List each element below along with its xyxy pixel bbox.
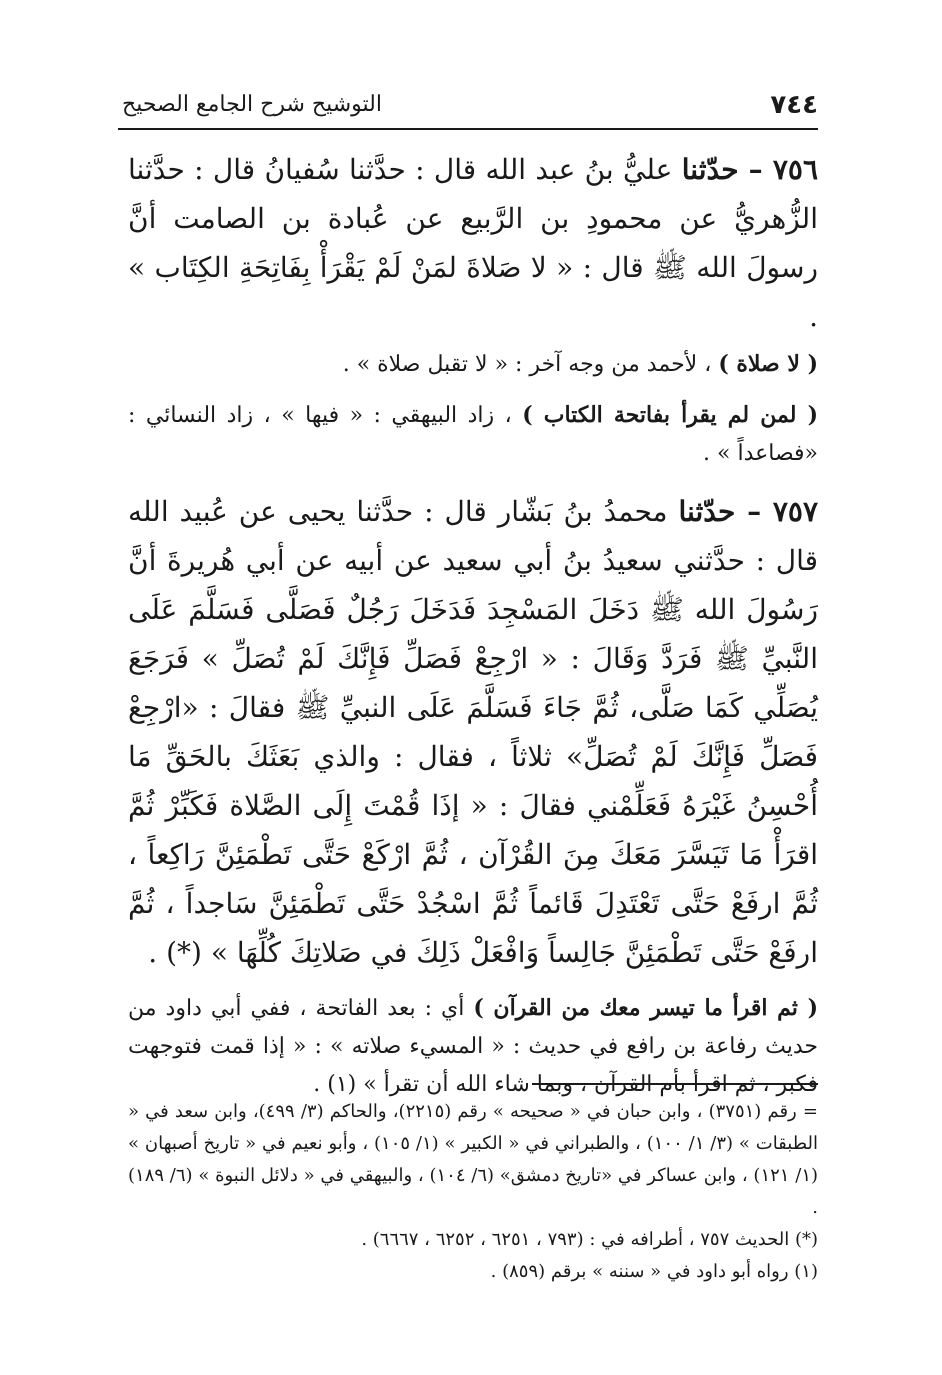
commentary-757-term: ( ثم اقرأ ما تيسر معك من القرآن ) bbox=[473, 995, 818, 1021]
hadith-757 bbox=[128, 487, 818, 977]
commentary-757 bbox=[128, 989, 818, 1104]
commentary-756-no-prayer bbox=[128, 345, 818, 384]
hadith-756 bbox=[128, 145, 818, 341]
page-number: ٧٤٤ bbox=[770, 90, 818, 120]
footnote-1: (١) رواه أبو داود في « سننه » برقم (٨٥٩) . bbox=[490, 1261, 818, 1282]
running-header bbox=[118, 88, 818, 130]
commentary-756-no-prayer-text: ، لأحمد من وجه آخر : « لا تقبل صلاة » . bbox=[342, 352, 719, 377]
main-text bbox=[128, 145, 818, 1104]
hadith-756-lead: حدّثنا bbox=[681, 153, 739, 186]
footnotes bbox=[128, 1096, 818, 1288]
commentary-756-fatiha-text: ، زاد البيهقي : « فيها » ، زاد النسائي : «فصاعداً » . bbox=[128, 403, 818, 466]
commentary-756-fatiha-term: ( لمن لم يقرأ بفاتحة الكتاب ) bbox=[522, 402, 818, 428]
footnote-star: (*) الحديث ٧٥٧ ، أطرافه في : (٧٩٣ ، ٦٢٥١ ، ٦٢٥٢ ، ٦٦٦٧) . bbox=[361, 1229, 818, 1250]
commentary-756-no-prayer-term: ( لا صلاة ) bbox=[718, 351, 818, 377]
hadith-757-lead: حدّثنا bbox=[678, 495, 736, 528]
footnote-continuation: = رقم (٣٧٥١) ، وابن حبان في « صحيحه » رقم (٢٢١٥)، والحاكم (٣/ ٤٩٩)، وابن سعد في « الطبقات » (٣/ ١/ ١٠٠) ، والطبراني في « الكبير » (١/ ١٠٥) ، وأبو نعيم في « تاريخ أصبهان » (١/ ١٢١) ، وابن عساكر في «تاريخ دمشق» (٦/ ١٠٤) ، والبيهقي في « دلائل النبوة » (٦/ ١٨٩) . bbox=[128, 1101, 819, 1218]
hadith-756-text: عليُّ بنُ عبد الله قال : حدَّثنا سُفيانُ قال : حدَّثنا الزُّهريُّ عن محمودِ بن الرَّبيع عن عُبادة بن الصامت أنَّ رسولَ الله ﷺ قال : « لا صَلاةَ لمَنْ لَمْ يَقْرَأْ بِفَاتِحَةِ الكِتَاب » . bbox=[128, 153, 818, 333]
hadith-757-number: ٧٥٧ – bbox=[735, 495, 818, 528]
hadith-756-number: ٧٥٦ – bbox=[738, 153, 818, 186]
hadith-757-text: محمدُ بنُ بَشّار قال : حدَّثنا يحيى عن عُبيد الله قال : حدَّثني سعيدُ بنُ أبي سعيد عن أبيه عن أبي هُريرةَ أنَّ رَسُولَ الله ﷺ دَخَلَ المَسْجِدَ فَدَخَلَ رَجُلٌ فَصَلَّى فَسَلَّمَ عَلَى النَّبيِّ ﷺ فَرَدَّ وَقَالَ : « ارْجِعْ فَصَلِّ فَإِنَّكَ لَمْ تُصَلِّ » فَرَجَعَ يُصَلِّي كَمَا صَلَّى، ثُمَّ جَاءَ فَسَلَّمَ عَلَى النبيِّ ﷺ فقالَ : «ارْجِعْ فَصَلِّ فَإِنَّكَ لَمْ تُصَلِّ» ثلاثاً ، فقال : والذي بَعَثَكَ بالحَقِّ مَا أُحْسِنُ غَيْرَهُ فَعَلِّمْني فقالَ : « إذَا قُمْتَ إِلَى الصَّلاة فَكَبِّرْ ثُمَّ اقرَأْ مَا تَيَسَّرَ مَعَكَ مِنَ القُرْآن ، ثُمَّ ارْكَعْ حَتَّى تَطْمَئِنَّ رَاكِعاً ، ثُمَّ ارفَعْ حَتَّى تَعْتَدِلَ قَائماً ثُمَّ اسْجُدْ حَتَّى تَطْمَئِنَّ سَاجداً ، ثُمَّ ارفَعْ حَتَّى تَطْمَئِنَّ جَالِساً وَافْعَلْ ذَلِكَ في صَلاتِكَ كُلِّهَا » (*) . bbox=[128, 495, 818, 969]
commentary-757-text: أي : بعد الفاتحة ، ففي أبي داود من حديث رفاعة بن رافع في حديث : « المسيء صلاته » : « إذا قمت فتوجهت فكبر ، ثم اقرأ بأم القرآن ، وبما شاء الله أن تقرأ » (١) . bbox=[128, 996, 818, 1097]
footnote-separator bbox=[532, 1083, 818, 1085]
book-title: التوشيح شرح الجامع الصحيح bbox=[122, 92, 382, 117]
commentary-756-fatiha bbox=[128, 396, 818, 473]
